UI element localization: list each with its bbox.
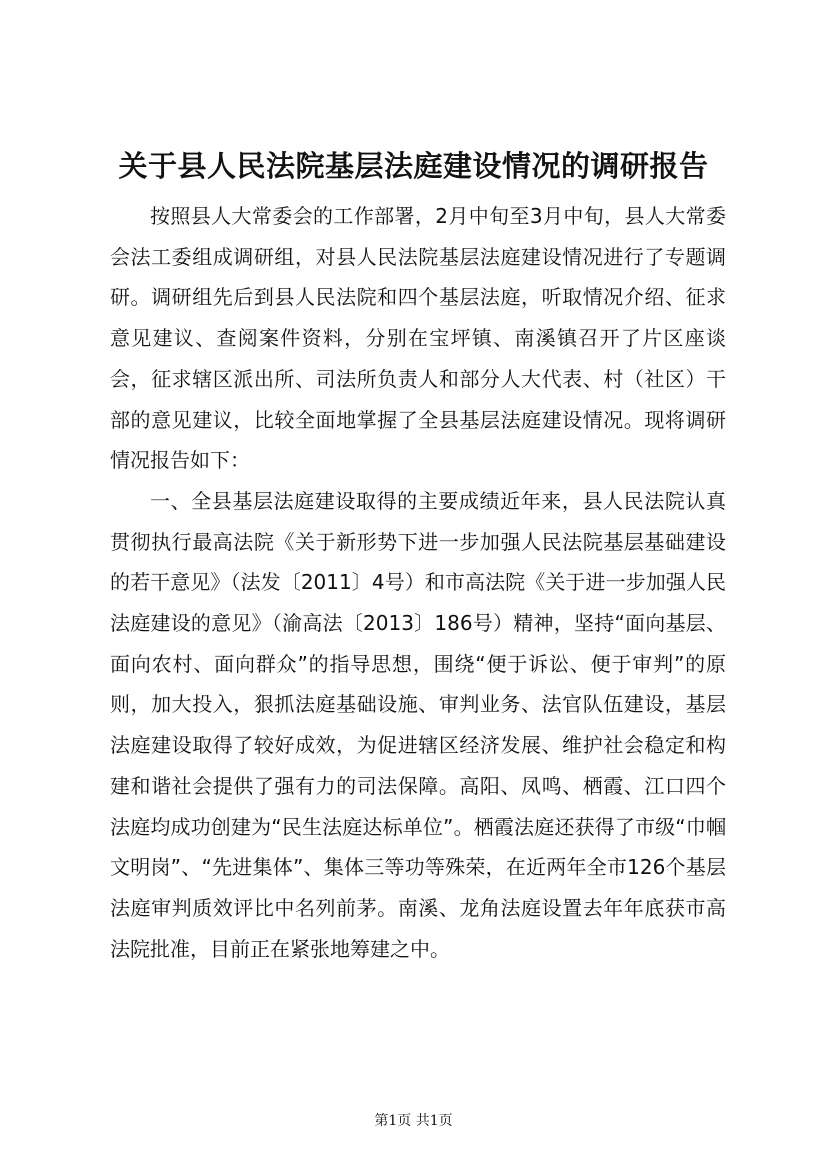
document-body — [110, 196, 726, 969]
paragraph: 按照县人大常委会的工作部署，2月中旬至3月中旬，县人大常委会法工委组成调研组，对县人民法院基层法庭建设情况进行了专题调研。调研组先后到县人民法院和四个基层法庭，听取情况介绍、征求意见建议、查阅案件资料，分别在宝坪镇、南溪镇召开了片区座谈会，征求辖区派出所、司法所负责人和部分人大代表、村（社区）干部的意见建议，比较全面地掌握了全县基层法庭建设情况。现将调研情况报告如下： — [110, 204, 726, 473]
document-title: 关于县人民法院基层法庭建设情况的调研报告 — [118, 149, 709, 183]
page-footer: 第1页 共1页 — [374, 1113, 453, 1129]
paragraph: 一、全县基层法庭建设取得的主要成绩近年来，县人民法院认真贯彻执行最高法院《关于新形势下进一步加强人民法院基层基础建设的若干意见》（法发〔2011〕4号）和市高法院《关于进一步加强人民法庭建设的意见》（渝高法〔2013〕186号）精神，坚持“面向基层、面向农村、面向群众”的指导思想，围绕“便于诉讼、便于审判”的原则，加大投入，狠抓法庭基础设施、审判业务、法官队伍建设，基层法庭建设取得了较好成效，为促进辖区经济发展、维护社会稳定和构建和谐社会提供了强有力的司法保障。高阳、凤鸣、栖霞、江口四个法庭均成功创建为“民生法庭达标单位”。栖霞法庭还获得了市级“巾帼文明岗”、“先进集体”、集体三等功等殊荣，在近两年全市126个基层法庭审判质效评比中名列前茅。南溪、龙角法庭设置去年年底获市高法院批准，目前正在紧张地筹建之中。 — [110, 488, 726, 961]
